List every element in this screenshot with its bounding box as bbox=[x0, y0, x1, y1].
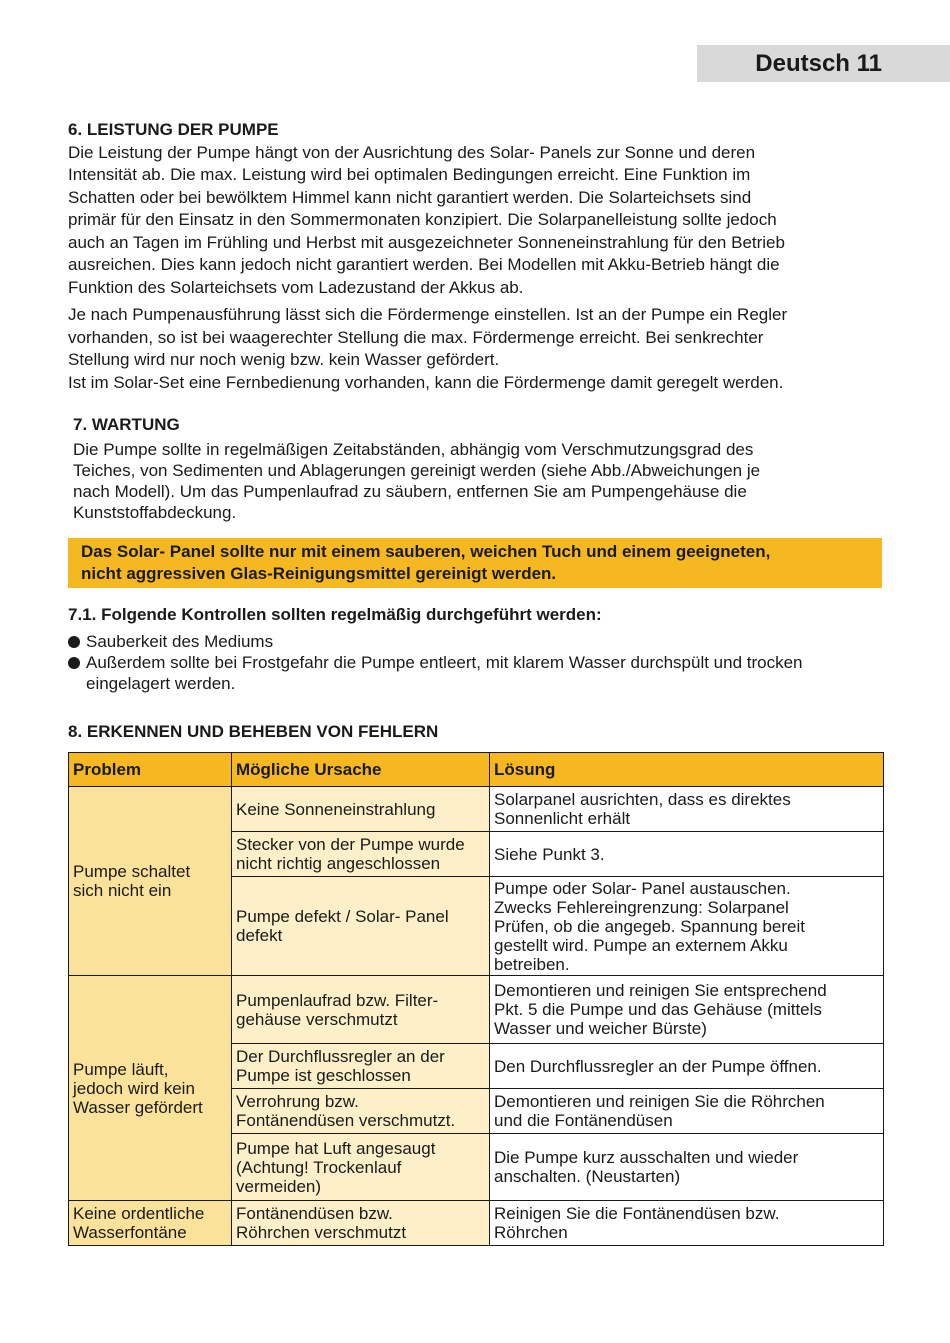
text-line: Die Leistung der Pumpe hängt von der Ausrichtung des Solar- Panels zur Sonne und deren bbox=[68, 142, 756, 162]
notice-line: Das Solar- Panel sollte nur mit einem sauberen, weichen Tuch und einem geeigneten, bbox=[81, 542, 771, 561]
page-number-tab bbox=[697, 45, 950, 82]
section-troubleshooting bbox=[68, 721, 898, 744]
maintenance-paragraph bbox=[73, 439, 888, 523]
cause-cell: Der Durchflussregler an der Pumpe ist geschlossen bbox=[232, 1044, 490, 1089]
text-line: Schatten oder bei bewölktem Himmel kann nicht garantiert werden. Die Solarteichsets sind bbox=[68, 187, 752, 207]
column-header-solution: Lösung bbox=[490, 753, 884, 787]
text-line: Ist im Solar-Set eine Fernbedienung vorhanden, kann die Fördermenge damit geregelt werden. bbox=[68, 372, 784, 392]
problem-cell: Pumpe schaltet sich nicht ein bbox=[69, 787, 232, 976]
solution-cell: Den Durchflussregler an der Pumpe öffnen. bbox=[490, 1044, 884, 1089]
text-line: Teiches, von Sedimenten und Ablagerungen gereinigt werden (siehe Abb./Abweichungen je bbox=[73, 461, 761, 480]
cause-cell: Keine Sonneneinstrahlung bbox=[232, 787, 490, 832]
text-line: Funktion des Solarteichsets vom Ladezustand der Akkus ab. bbox=[68, 277, 524, 297]
column-header-problem: Problem bbox=[69, 753, 232, 787]
column-header-cause: Mögliche Ursache bbox=[232, 753, 490, 787]
cause-cell: Pumpe defekt / Solar- Panel defekt bbox=[232, 877, 490, 976]
list-item bbox=[68, 631, 898, 652]
table-header-row bbox=[69, 753, 884, 787]
table-row bbox=[69, 976, 884, 1044]
table-row bbox=[69, 1201, 884, 1246]
text-line: Je nach Pumpenausführung lässt sich die Fördermenge einstellen. Ist an der Pumpe ein Regler bbox=[68, 305, 788, 324]
text-line: nach Modell). Um das Pumpenlaufrad zu säubern, entfernen Sie am Pumpengehäuse die bbox=[73, 482, 747, 501]
text-line: auch an Tagen im Frühling und Herbst mit ausgezeichneter Sonneneinstrahlung für den Betrieb bbox=[68, 232, 785, 252]
bullet-dot-icon bbox=[68, 657, 80, 669]
section-heading: 6. LEISTUNG DER PUMPE bbox=[68, 120, 279, 139]
text-line: vorhanden, so ist bei waagerechter Stellung die max. Fördermenge erreicht. Bei senkrechter bbox=[68, 327, 764, 347]
problem-cell: Pumpe läuft, jedoch wird kein Wasser gefördert bbox=[69, 976, 232, 1201]
cause-cell: Verrohrung bzw. Fontänendüsen verschmutzt. bbox=[232, 1089, 490, 1134]
text-line: Stellung wird nur noch wenig bzw. kein Wasser gefördert. bbox=[68, 350, 500, 369]
cause-cell: Stecker von der Pumpe wurde nicht richtig angeschlossen bbox=[232, 832, 490, 877]
list-item-text: Außerdem sollte bei Frostgefahr die Pumpe entleert, mit klarem Wasser durchspült und trocken eingelagert werden. bbox=[86, 652, 803, 693]
text-line: Die Pumpe sollte in regelmäßigen Zeitabständen, abhängig vom Verschmutzungsgrad des bbox=[73, 440, 754, 459]
section-regular-checks bbox=[68, 604, 898, 694]
troubleshooting-table bbox=[68, 752, 884, 1246]
section-heading: 8. ERKENNEN UND BEHEBEN VON FEHLERN bbox=[68, 722, 439, 741]
page-label: Deutsch 11 bbox=[755, 49, 882, 77]
solution-cell: Pumpe oder Solar- Panel austauschen. Zwecks Fehlereingrenzung: Solarpanel Prüfen, ob die angegeb. Spannung bereit gestellt wird. Pumpe an externem Akku betreiben. bbox=[490, 877, 884, 976]
section-pump-performance bbox=[68, 119, 898, 394]
solution-cell: Demontieren und reinigen Sie die Röhrchen und die Fontänendüsen bbox=[490, 1089, 884, 1134]
bullet-dot-icon bbox=[68, 636, 80, 648]
solution-cell: Siehe Punkt 3. bbox=[490, 832, 884, 877]
text-line: Kunststoffabdeckung. bbox=[73, 503, 237, 522]
performance-paragraph bbox=[68, 142, 898, 300]
solution-cell: Solarpanel ausrichten, dass es direktes Sonnenlicht erhält bbox=[490, 787, 884, 832]
problem-cell: Keine ordentliche Wasserfontäne bbox=[69, 1201, 232, 1246]
list-item bbox=[68, 652, 898, 694]
cleaning-notice-box bbox=[68, 538, 882, 588]
text-line: Intensität ab. Die max. Leistung wird bei optimalen Bedingungen erreicht. Eine Funktion im bbox=[68, 165, 751, 184]
solution-cell: Demontieren und reinigen Sie entsprechend Pkt. 5 die Pumpe und das Gehäuse (mittels Wasser und weicher Bürste) bbox=[490, 976, 884, 1044]
text-line: ausreichen. Dies kann jedoch nicht garantiert werden. Bei Modellen mit Akku-Betrieb hängt die bbox=[68, 255, 780, 274]
cause-cell: Pumpenlaufrad bzw. Filter- gehäuse verschmutzt bbox=[232, 976, 490, 1044]
solution-cell: Reinigen Sie die Fontänendüsen bzw. Röhrchen bbox=[490, 1201, 884, 1246]
text-line: primär für den Einsatz in den Sommermonaten konzipiert. Die Solarpanelleistung sollte jedoch bbox=[68, 210, 777, 229]
solution-cell: Die Pumpe kurz ausschalten und wieder anschalten. (Neustarten) bbox=[490, 1134, 884, 1201]
cause-cell: Pumpe hat Luft angesaugt (Achtung! Trockenlauf vermeiden) bbox=[232, 1134, 490, 1201]
section-heading: 7.1. Folgende Kontrollen sollten regelmäßig durchgeführt werden: bbox=[68, 605, 602, 624]
flow-rate-paragraph bbox=[68, 304, 898, 394]
list-item-text: Sauberkeit des Mediums bbox=[86, 631, 274, 651]
notice-line: nicht aggressiven Glas-Reinigungsmittel gereinigt werden. bbox=[81, 564, 557, 583]
section-maintenance bbox=[73, 414, 888, 523]
table-row bbox=[69, 787, 884, 832]
section-heading: 7. WARTUNG bbox=[73, 415, 180, 434]
cause-cell: Fontänendüsen bzw. Röhrchen verschmutzt bbox=[232, 1201, 490, 1246]
